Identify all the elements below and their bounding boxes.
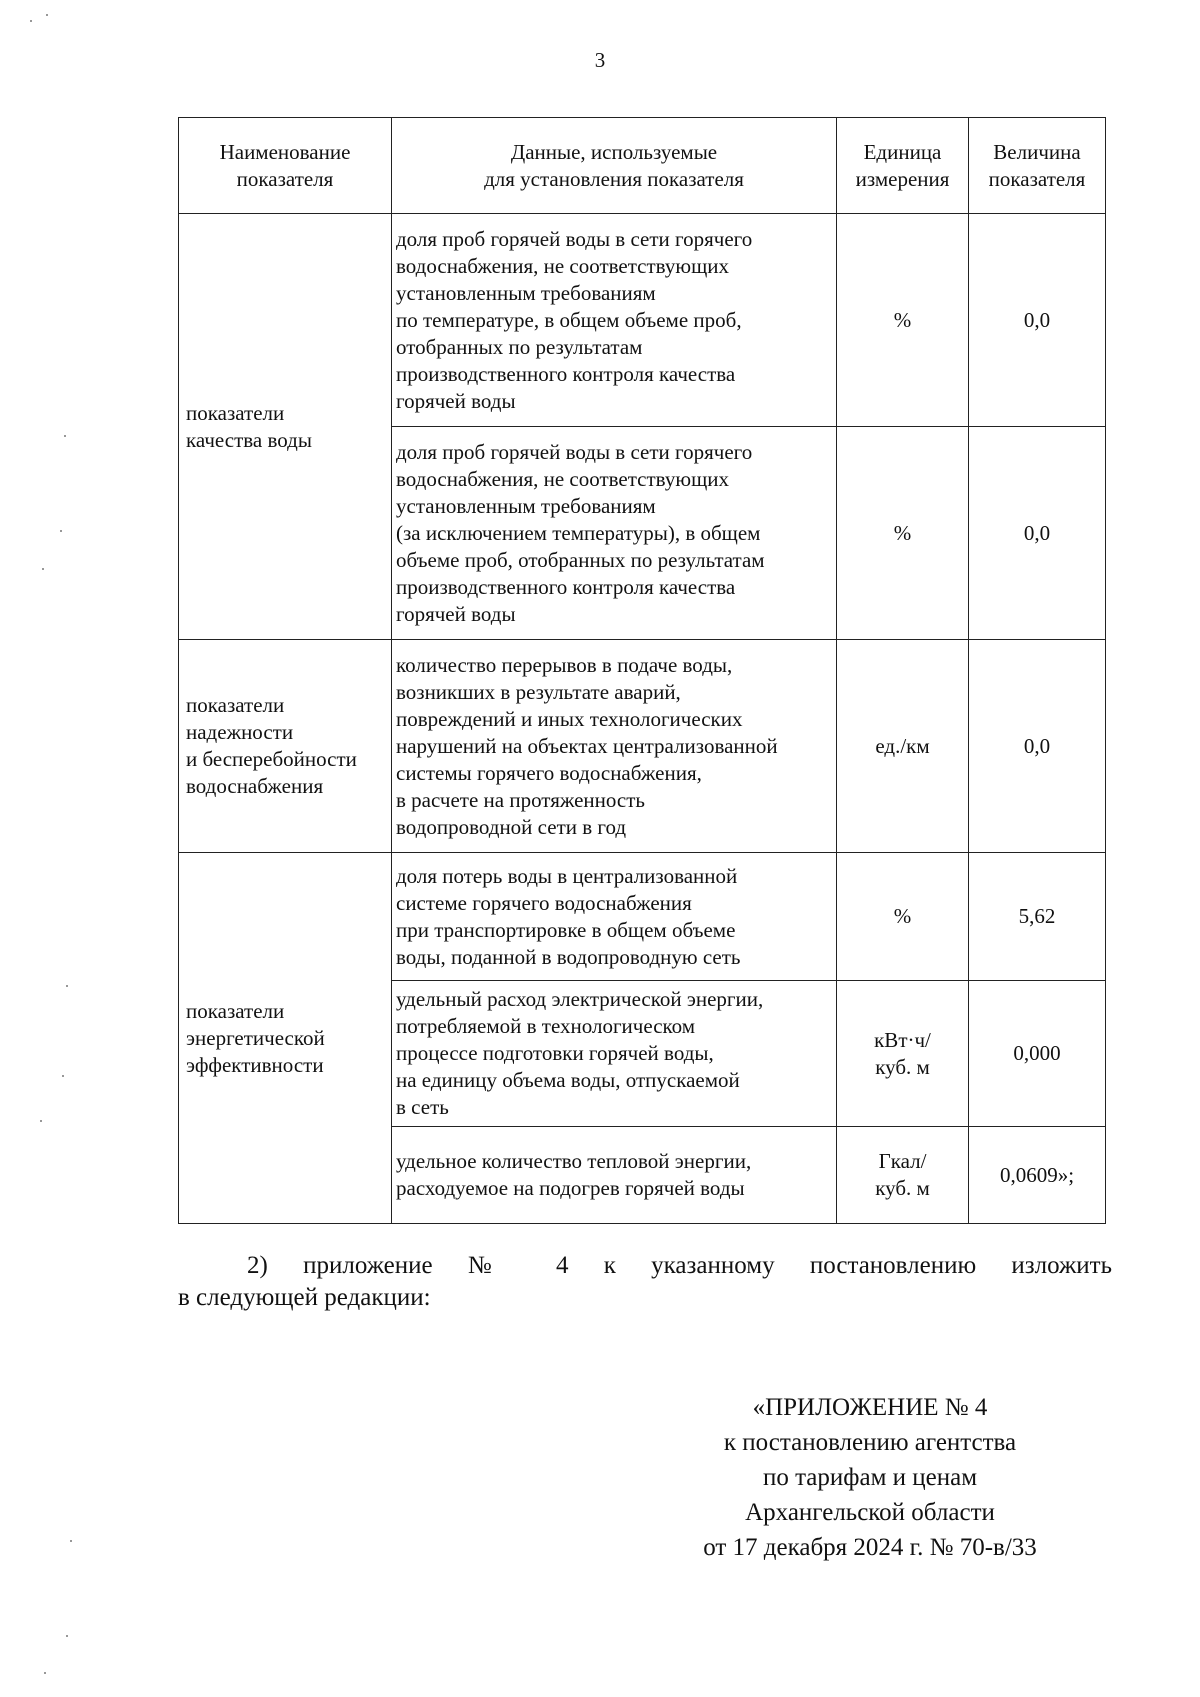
group-name-energy-efficiency: показатели энергетической эффективности <box>179 853 392 1224</box>
row-unit: ед./км <box>837 640 969 853</box>
appendix-line-5: от 17 декабря 2024 г. № 70-в/33 <box>703 1534 1037 1561</box>
appendix-heading <box>640 1390 1100 1565</box>
table-row <box>179 640 1106 853</box>
page-number: 3 <box>594 48 606 72</box>
row-data: доля потерь воды в централизованной системе горячего водоснабжения при транспортировке в общем объеме воды, поданной в водопроводную сеть <box>392 853 837 981</box>
table-row <box>179 853 1106 981</box>
scan-speck <box>62 1075 64 1077</box>
group-name-water-quality: показатели качества воды <box>179 214 392 640</box>
group-name-reliability: показатели надежности и бесперебойности водоснабжения <box>179 640 392 853</box>
row-data: удельный расход электрической энергии, потребляемой в технологическом процессе подготовки горячей воды, на единицу объема воды, отпускаемой в сеть <box>392 981 837 1127</box>
row-data: доля проб горячей воды в сети горячего водоснабжения, не соответствующих установленным требованиям по температуре, в общем объеме проб, отобранных по результатам производственного контроля качества горячей воды <box>392 214 837 427</box>
header-unit: Единица измерения <box>837 118 969 214</box>
scan-speck <box>60 530 62 532</box>
scan-speck <box>40 1120 42 1122</box>
row-unit: Гкал/ куб. м <box>837 1127 969 1224</box>
table-row <box>179 214 1106 427</box>
scan-speck <box>70 1540 72 1542</box>
amendment-paragraph <box>178 1250 1112 1314</box>
header-indicator-name: Наименование показателя <box>179 118 392 214</box>
row-value: 0,0 <box>969 640 1106 853</box>
row-value: 0,000 <box>969 981 1106 1127</box>
scan-speck <box>42 568 44 570</box>
appendix-title: «ПРИЛОЖЕНИЕ № 4 <box>752 1394 988 1421</box>
row-value: 0,0609»; <box>969 1127 1106 1224</box>
scan-speck <box>44 1672 46 1674</box>
row-data: количество перерывов в подаче воды, возникших в результате аварий, повреждений и иных технологических нарушений на объектах централизованной системы горячего водоснабжения, в расчете на протяженность водопроводной сети в год <box>392 640 837 853</box>
row-value: 5,62 <box>969 853 1106 981</box>
appendix-line-2: к постановлению агентства <box>723 1429 1017 1456</box>
row-data: удельное количество тепловой энергии, расходуемое на подогрев горячей воды <box>392 1127 837 1224</box>
scan-speck <box>30 20 32 22</box>
indicators-table <box>178 117 1106 1224</box>
row-value: 0,0 <box>969 427 1106 640</box>
row-value: 0,0 <box>969 214 1106 427</box>
paragraph-line-2: в следующей редакции: <box>178 1284 431 1311</box>
scan-speck <box>66 985 68 987</box>
table-header-row <box>179 118 1106 214</box>
scan-speck <box>64 435 66 437</box>
scan-speck <box>66 1635 68 1637</box>
row-unit: % <box>837 853 969 981</box>
header-data-used: Данные, используемые для установления показателя <box>392 118 837 214</box>
row-unit: % <box>837 427 969 640</box>
row-unit: кВт·ч/ куб. м <box>837 981 969 1127</box>
appendix-line-4: Архангельской области <box>745 1499 995 1526</box>
appendix-line-3: по тарифам и ценам <box>762 1464 978 1491</box>
row-unit: % <box>837 214 969 427</box>
row-data: доля проб горячей воды в сети горячего водоснабжения, не соответствующих установленным требованиям (за исключением температуры), в общем объеме проб, отобранных по результатам производственного контроля качества горячей воды <box>392 427 837 640</box>
paragraph-line-1: 2) приложение № 4 к указанному постановлению изложить <box>247 1252 1112 1279</box>
header-value: Величина показателя <box>969 118 1106 214</box>
scan-speck <box>46 14 48 16</box>
